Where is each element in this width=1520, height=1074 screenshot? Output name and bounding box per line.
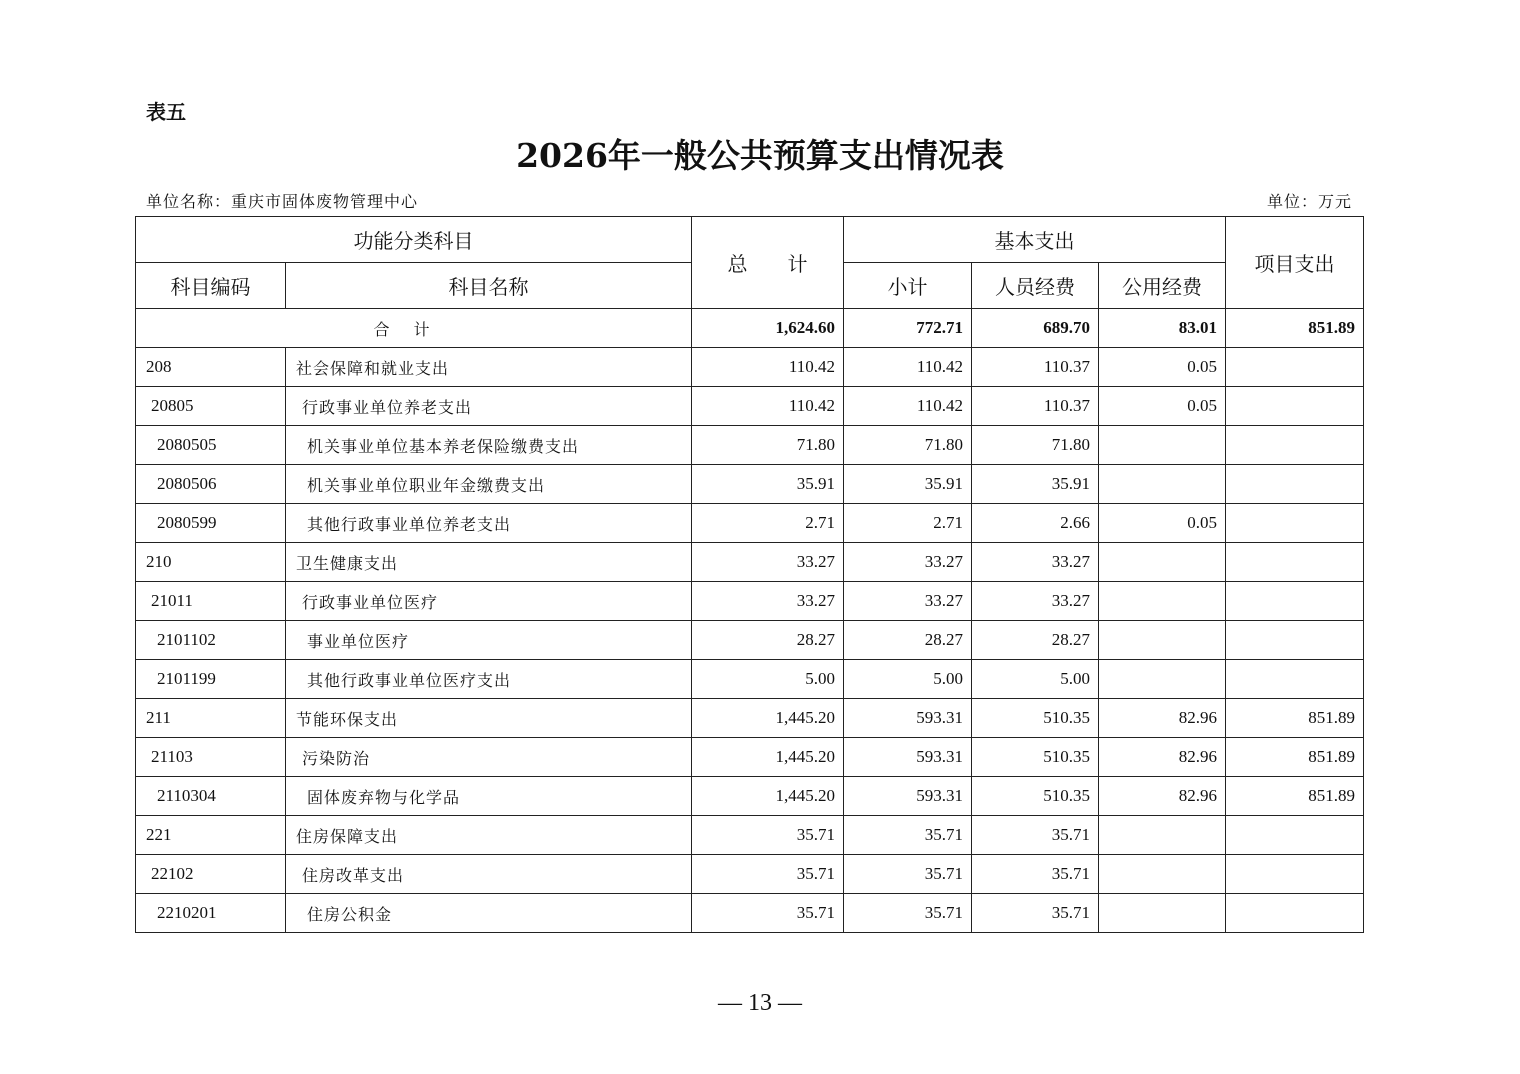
total-cell: 2.71 — [692, 504, 844, 543]
public-cell — [1099, 855, 1226, 894]
subtotal-cell: 5.00 — [844, 660, 972, 699]
name-cell: 污染防治 — [286, 738, 692, 777]
personnel-cell: 110.37 — [972, 387, 1099, 426]
subtotal-cell: 33.27 — [844, 582, 972, 621]
header-code: 科目编码 — [136, 263, 286, 309]
code-cell: 20805 — [136, 387, 286, 426]
code-cell: 22102 — [136, 855, 286, 894]
name-cell: 住房公积金 — [286, 894, 692, 933]
unit-name: 单位名称：重庆市固体废物管理中心 — [146, 192, 419, 211]
name-cell: 行政事业单位养老支出 — [286, 387, 692, 426]
table-row — [136, 621, 1364, 660]
name-cell: 其他行政事业单位养老支出 — [286, 504, 692, 543]
personnel-cell: 33.27 — [972, 543, 1099, 582]
personnel-cell: 35.71 — [972, 894, 1099, 933]
public-cell: 82.96 — [1099, 777, 1226, 816]
subtotal-cell: 35.71 — [844, 894, 972, 933]
public-cell: 0.05 — [1099, 348, 1226, 387]
personnel-cell: 510.35 — [972, 777, 1099, 816]
name-cell: 机关事业单位职业年金缴费支出 — [286, 465, 692, 504]
table-row — [136, 816, 1364, 855]
code-cell: 2080505 — [136, 426, 286, 465]
project-cell: 851.89 — [1226, 777, 1364, 816]
code-cell: 2101102 — [136, 621, 286, 660]
total-cell: 1,624.60 — [692, 309, 844, 348]
code-cell: 2101199 — [136, 660, 286, 699]
public-cell: 0.05 — [1099, 387, 1226, 426]
subtotal-cell: 110.42 — [844, 348, 972, 387]
project-cell — [1226, 543, 1364, 582]
header-subtotal: 小计 — [844, 263, 972, 309]
project-cell — [1226, 894, 1364, 933]
public-cell — [1099, 543, 1226, 582]
personnel-cell: 510.35 — [972, 699, 1099, 738]
subtotal-cell: 2.71 — [844, 504, 972, 543]
personnel-cell: 510.35 — [972, 738, 1099, 777]
code-cell: 211 — [136, 699, 286, 738]
project-cell — [1226, 582, 1364, 621]
table-row — [136, 699, 1364, 738]
subtotal-cell: 33.27 — [844, 543, 972, 582]
public-cell — [1099, 816, 1226, 855]
project-cell — [1226, 660, 1364, 699]
table-row — [136, 855, 1364, 894]
total-cell: 1,445.20 — [692, 699, 844, 738]
name-cell: 节能环保支出 — [286, 699, 692, 738]
total-cell: 110.42 — [692, 348, 844, 387]
personnel-cell: 33.27 — [972, 582, 1099, 621]
code-cell: 2110304 — [136, 777, 286, 816]
personnel-cell: 28.27 — [972, 621, 1099, 660]
table-row — [136, 348, 1364, 387]
public-cell — [1099, 582, 1226, 621]
code-cell: 221 — [136, 816, 286, 855]
project-cell: 851.89 — [1226, 699, 1364, 738]
personnel-cell: 35.71 — [972, 816, 1099, 855]
header-personnel: 人员经费 — [972, 263, 1099, 309]
personnel-cell: 5.00 — [972, 660, 1099, 699]
code-cell: 2080506 — [136, 465, 286, 504]
total-cell: 35.91 — [692, 465, 844, 504]
name-cell: 住房改革支出 — [286, 855, 692, 894]
table-row — [136, 465, 1364, 504]
name-cell: 其他行政事业单位医疗支出 — [286, 660, 692, 699]
total-row — [136, 309, 1364, 348]
table-row — [136, 660, 1364, 699]
name-cell: 行政事业单位医疗 — [286, 582, 692, 621]
public-cell — [1099, 660, 1226, 699]
total-cell: 1,445.20 — [692, 777, 844, 816]
subtotal-cell: 35.71 — [844, 816, 972, 855]
total-cell: 5.00 — [692, 660, 844, 699]
personnel-cell: 110.37 — [972, 348, 1099, 387]
project-cell — [1226, 621, 1364, 660]
subtotal-cell: 772.71 — [844, 309, 972, 348]
table-row — [136, 387, 1364, 426]
subtotal-cell: 593.31 — [844, 777, 972, 816]
public-cell: 82.96 — [1099, 699, 1226, 738]
project-cell: 851.89 — [1226, 738, 1364, 777]
project-cell: 851.89 — [1226, 309, 1364, 348]
name-cell: 住房保障支出 — [286, 816, 692, 855]
public-cell: 83.01 — [1099, 309, 1226, 348]
personnel-cell: 71.80 — [972, 426, 1099, 465]
total-cell: 35.71 — [692, 816, 844, 855]
budget-table — [135, 216, 1364, 933]
table-label: 表五 — [146, 100, 186, 124]
total-cell: 35.71 — [692, 855, 844, 894]
project-cell — [1226, 426, 1364, 465]
header-basic: 基本支出 — [844, 217, 1226, 263]
table-row — [136, 738, 1364, 777]
public-cell — [1099, 465, 1226, 504]
header-total: 总 计 — [692, 217, 844, 309]
personnel-cell: 35.91 — [972, 465, 1099, 504]
header-name: 科目名称 — [286, 263, 692, 309]
page-title: 2026年一般公共预算支出情况表 — [516, 136, 1004, 175]
project-cell — [1226, 855, 1364, 894]
header-project: 项目支出 — [1226, 217, 1364, 309]
table-row — [136, 504, 1364, 543]
personnel-cell: 2.66 — [972, 504, 1099, 543]
code-cell: 21103 — [136, 738, 286, 777]
project-cell — [1226, 504, 1364, 543]
public-cell — [1099, 426, 1226, 465]
project-cell — [1226, 387, 1364, 426]
total-label: 合计 — [136, 309, 692, 348]
name-cell: 机关事业单位基本养老保险缴费支出 — [286, 426, 692, 465]
table-row — [136, 894, 1364, 933]
code-cell: 2210201 — [136, 894, 286, 933]
total-cell: 1,445.20 — [692, 738, 844, 777]
subtotal-cell: 593.31 — [844, 738, 972, 777]
subtotal-cell: 28.27 — [844, 621, 972, 660]
code-cell: 2080599 — [136, 504, 286, 543]
subtotal-cell: 71.80 — [844, 426, 972, 465]
name-cell: 固体废弃物与化学品 — [286, 777, 692, 816]
total-cell: 33.27 — [692, 543, 844, 582]
code-cell: 208 — [136, 348, 286, 387]
personnel-cell: 689.70 — [972, 309, 1099, 348]
public-cell — [1099, 894, 1226, 933]
public-cell: 0.05 — [1099, 504, 1226, 543]
name-cell: 事业单位医疗 — [286, 621, 692, 660]
total-cell: 28.27 — [692, 621, 844, 660]
code-cell: 210 — [136, 543, 286, 582]
table-row — [136, 777, 1364, 816]
project-cell — [1226, 465, 1364, 504]
personnel-cell: 35.71 — [972, 855, 1099, 894]
subtotal-cell: 110.42 — [844, 387, 972, 426]
total-cell: 35.71 — [692, 894, 844, 933]
name-cell: 卫生健康支出 — [286, 543, 692, 582]
header-public: 公用经费 — [1099, 263, 1226, 309]
name-cell: 社会保障和就业支出 — [286, 348, 692, 387]
subtotal-cell: 593.31 — [844, 699, 972, 738]
total-cell: 33.27 — [692, 582, 844, 621]
project-cell — [1226, 816, 1364, 855]
header-functional: 功能分类科目 — [136, 217, 692, 263]
public-cell — [1099, 621, 1226, 660]
table-row — [136, 582, 1364, 621]
public-cell: 82.96 — [1099, 738, 1226, 777]
total-cell: 110.42 — [692, 387, 844, 426]
code-cell: 21011 — [136, 582, 286, 621]
unit-label: 单位：万元 — [1266, 192, 1352, 211]
table-row — [136, 543, 1364, 582]
page-number: — 13 — — [718, 990, 802, 1016]
total-cell: 71.80 — [692, 426, 844, 465]
table-row — [136, 426, 1364, 465]
subtotal-cell: 35.91 — [844, 465, 972, 504]
subtotal-cell: 35.71 — [844, 855, 972, 894]
project-cell — [1226, 348, 1364, 387]
